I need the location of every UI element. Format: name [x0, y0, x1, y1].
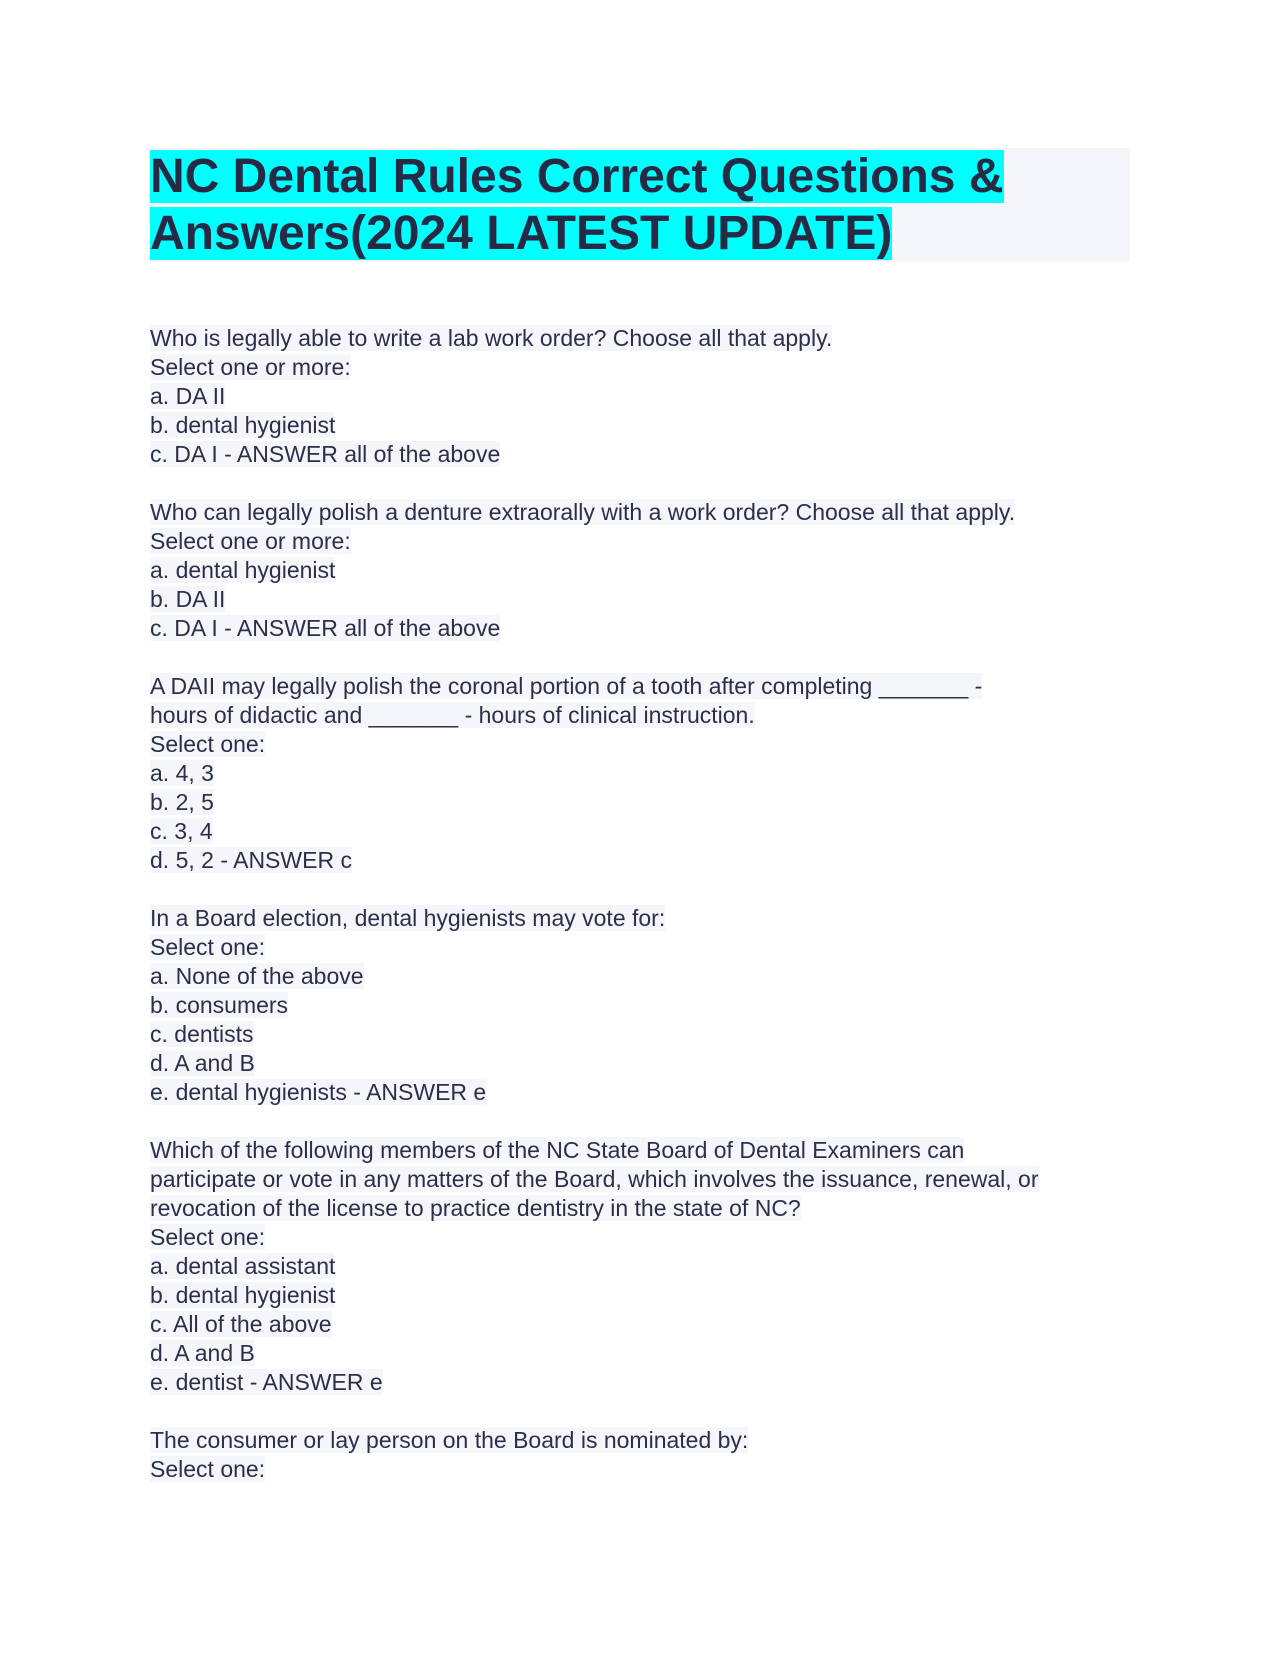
line-text: Select one: [150, 1224, 266, 1250]
question-line [150, 440, 1130, 469]
line-text: Select one: [150, 934, 266, 960]
line-text: e. dentist - ANSWER e [150, 1369, 383, 1395]
question-line [150, 788, 1130, 817]
line-text: d. A and B [150, 1340, 255, 1366]
line-text: b. dental hygienist [150, 412, 336, 438]
question-line [150, 1339, 1130, 1368]
question-line [150, 1194, 1130, 1223]
question-line [150, 933, 1130, 962]
line-text: Who can legally polish a denture extraorally with a work order? Choose all that apply. [150, 499, 1016, 525]
line-text: b. DA II [150, 586, 226, 612]
title-line-2: Answers(2024 LATEST UPDATE) [150, 207, 893, 260]
line-text: In a Board election, dental hygienists may vote for: [150, 905, 666, 931]
question-line [150, 730, 1130, 759]
line-text: c. dentists [150, 1021, 254, 1047]
line-text: c. DA I - ANSWER all of the above [150, 615, 501, 641]
question-text-line [150, 904, 1130, 933]
line-text: participate or vote in any matters of the Board, which involves the issuance, renewal, or [150, 1166, 1039, 1192]
question-line [150, 1049, 1130, 1078]
question-line [150, 353, 1130, 382]
question-line [150, 1455, 1130, 1484]
question-block [150, 1136, 1130, 1397]
question-line [150, 817, 1130, 846]
question-line [150, 962, 1130, 991]
line-text: a. 4, 3 [150, 760, 214, 786]
question-text-line [150, 498, 1130, 527]
line-text: a. dental assistant [150, 1253, 336, 1279]
line-text: c. DA I - ANSWER all of the above [150, 441, 501, 467]
line-text: c. All of the above [150, 1311, 332, 1337]
line-text: revocation of the license to practice dentistry in the state of NC? [150, 1195, 801, 1221]
line-text: b. dental hygienist [150, 1282, 336, 1308]
question-line [150, 1252, 1130, 1281]
question-line [150, 1165, 1130, 1194]
line-text: Select one: [150, 731, 266, 757]
question-text-line [150, 672, 1130, 701]
line-text: Select one or more: [150, 354, 351, 380]
line-text: hours of didactic and _______ - hours of clinical instruction. [150, 702, 755, 728]
question-block [150, 498, 1130, 643]
question-line [150, 846, 1130, 875]
question-line [150, 991, 1130, 1020]
question-text-line [150, 324, 1130, 353]
title-block [150, 148, 1130, 262]
line-text: d. A and B [150, 1050, 255, 1076]
question-line [150, 1078, 1130, 1107]
question-line [150, 527, 1130, 556]
line-text: e. dental hygienists - ANSWER e [150, 1079, 487, 1105]
question-line [150, 1281, 1130, 1310]
line-text: A DAII may legally polish the coronal portion of a tooth after completing _______ - [150, 673, 983, 699]
question-line [150, 556, 1130, 585]
line-text: c. 3, 4 [150, 818, 213, 844]
title-line-1: NC Dental Rules Correct Questions & [150, 150, 1004, 203]
line-text: b. consumers [150, 992, 289, 1018]
question-line [150, 759, 1130, 788]
question-line [150, 382, 1130, 411]
question-block [150, 904, 1130, 1107]
question-text-line [150, 1426, 1130, 1455]
line-text: Which of the following members of the NC State Board of Dental Examiners can [150, 1137, 965, 1163]
question-line [150, 1310, 1130, 1339]
line-text: a. dental hygienist [150, 557, 336, 583]
question-line [150, 411, 1130, 440]
line-text: d. 5, 2 - ANSWER c [150, 847, 352, 873]
question-line [150, 1223, 1130, 1252]
line-text: The consumer or lay person on the Board is nominated by: [150, 1427, 749, 1453]
line-text: a. None of the above [150, 963, 364, 989]
question-list [150, 324, 1130, 1484]
question-line [150, 1020, 1130, 1049]
line-text: b. 2, 5 [150, 789, 214, 815]
question-line [150, 585, 1130, 614]
question-line [150, 614, 1130, 643]
line-text: Select one or more: [150, 528, 351, 554]
question-block [150, 1426, 1130, 1484]
question-line [150, 701, 1130, 730]
question-block [150, 324, 1130, 469]
question-block [150, 672, 1130, 875]
line-text: Who is legally able to write a lab work order? Choose all that apply. [150, 325, 833, 351]
question-line [150, 1368, 1130, 1397]
line-text: a. DA II [150, 383, 226, 409]
line-text: Select one: [150, 1456, 266, 1482]
page-title [150, 148, 1130, 262]
document-page [150, 148, 1130, 1513]
question-text-line [150, 1136, 1130, 1165]
